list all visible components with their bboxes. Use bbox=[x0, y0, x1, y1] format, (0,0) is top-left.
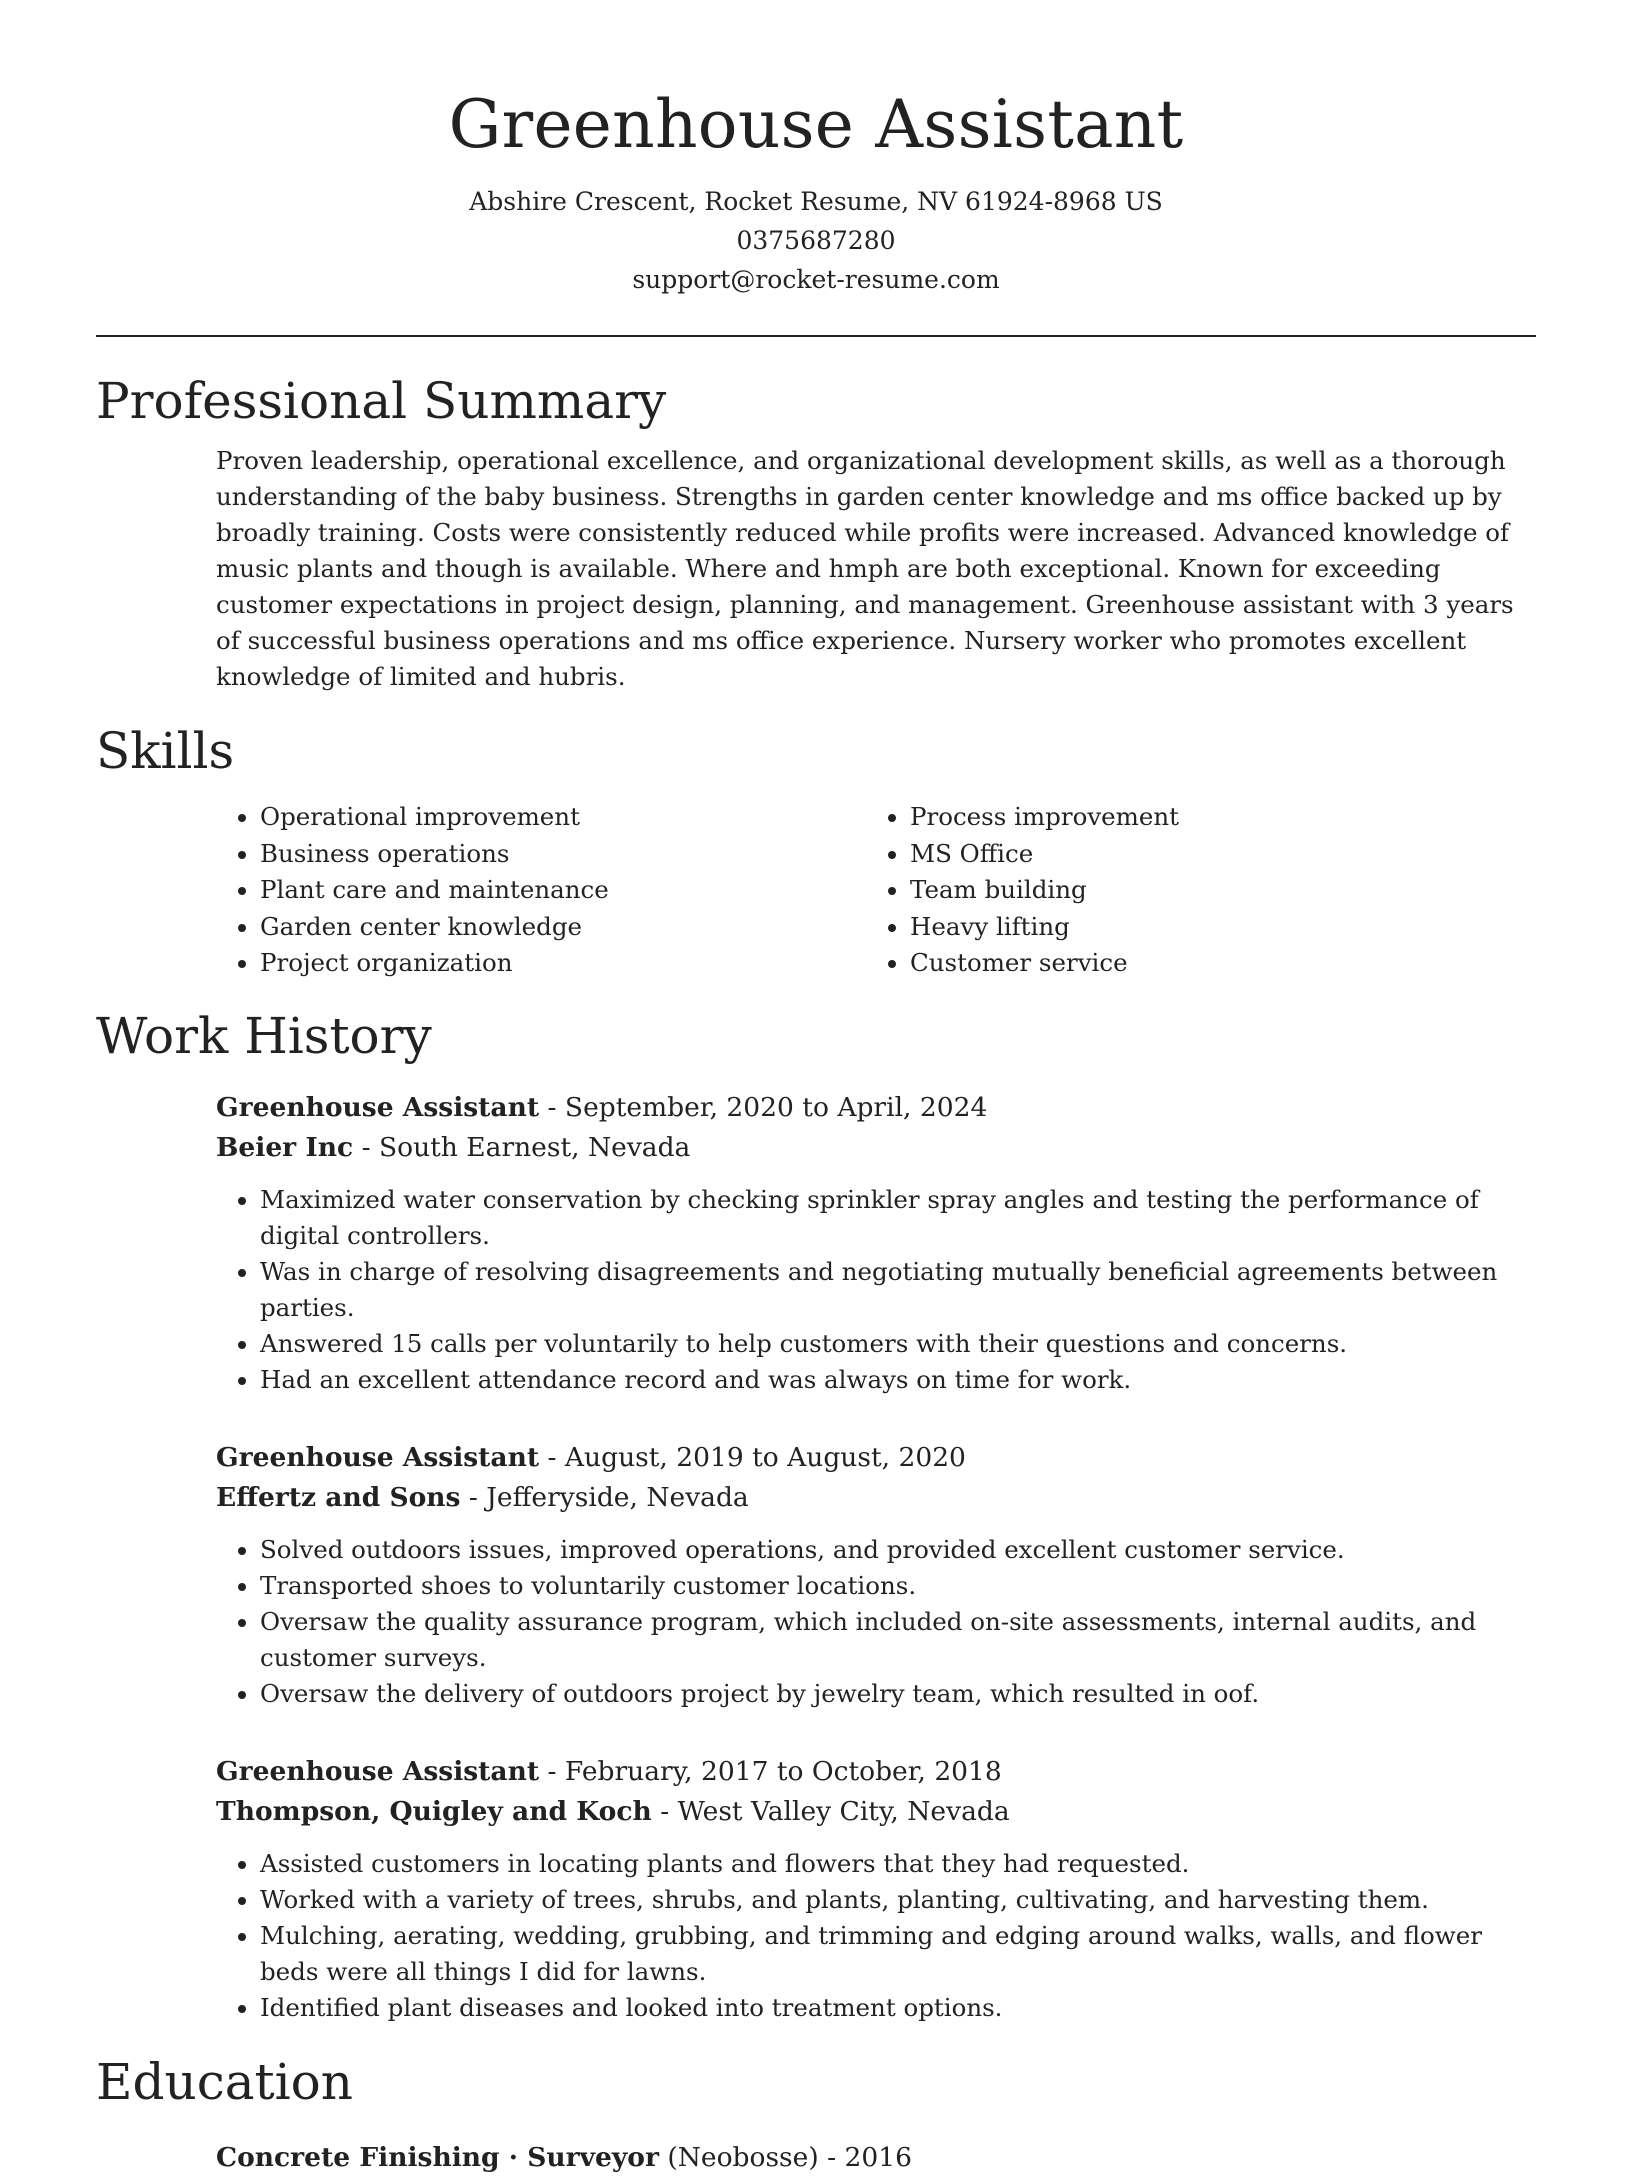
job-title-line: Greenhouse Assistant - August, 2019 to August, 2020 bbox=[216, 1441, 966, 1473]
job-title-line: Greenhouse Assistant - February, 2017 to October, 2018 bbox=[216, 1755, 1002, 1787]
job-location: West Valley City, Nevada bbox=[677, 1795, 1010, 1827]
job-entry bbox=[216, 1438, 1536, 1712]
skills-column-right bbox=[866, 799, 1516, 982]
job-company-line: Effertz and Sons - Jefferyside, Nevada bbox=[216, 1481, 749, 1513]
contact-address: Abshire Crescent, Rocket Resume, NV 61924-8968 US bbox=[469, 187, 1163, 216]
job-location: South Earnest, Nevada bbox=[378, 1131, 691, 1163]
job-bullet: • Identified plant diseases and looked into treatment options. bbox=[260, 1990, 1536, 2026]
resume-page bbox=[96, 0, 1536, 2178]
job-bullets bbox=[216, 1532, 1536, 1712]
skills-heading: Skills bbox=[96, 722, 235, 780]
job-dates: August, 2019 to August, 2020 bbox=[564, 1441, 966, 1473]
job-bullet: • Was in charge of resolving disagreements and negotiating mutually beneficial agreements between parties. bbox=[260, 1254, 1536, 1326]
job-position: Greenhouse Assistant bbox=[216, 1755, 540, 1787]
job-bullet: • Maximized water conservation by checking sprinkler spray angles and testing the performance of digital controllers. bbox=[260, 1182, 1536, 1254]
job-bullet: • Had an excellent attendance record and was always on time for work. bbox=[260, 1362, 1536, 1398]
education-degree: Concrete Finishing · Surveyor bbox=[216, 2141, 659, 2173]
job-dates: September, 2020 to April, 2024 bbox=[564, 1091, 988, 1123]
skill-item: • Process improvement bbox=[910, 799, 1516, 836]
skill-item: • Garden center knowledge bbox=[260, 909, 866, 946]
job-entry bbox=[216, 1088, 1536, 1398]
job-bullets bbox=[216, 1846, 1536, 2026]
resume-header bbox=[96, 0, 1536, 299]
job-bullet: • Mulching, aerating, wedding, grubbing, and trimming and edging around walks, walls, and flower beds were all things I did for lawns. bbox=[260, 1918, 1536, 1990]
skill-item: • Operational improvement bbox=[260, 799, 866, 836]
header-divider bbox=[96, 335, 1536, 337]
skill-item: • Heavy lifting bbox=[910, 909, 1516, 946]
job-bullet: • Answered 15 calls per voluntarily to help customers with their questions and concerns. bbox=[260, 1326, 1536, 1362]
skill-item: • Business operations bbox=[260, 836, 866, 873]
job-location: Jefferyside, Nevada bbox=[486, 1481, 749, 1513]
job-company: Effertz and Sons bbox=[216, 1481, 461, 1513]
skill-item: • Team building bbox=[910, 872, 1516, 909]
job-company-line: Beier Inc - South Earnest, Nevada bbox=[216, 1131, 691, 1163]
job-bullet: • Worked with a variety of trees, shrubs, and plants, planting, cultivating, and harvesting them. bbox=[260, 1882, 1536, 1918]
job-company: Beier Inc bbox=[216, 1131, 354, 1163]
job-bullet: • Oversaw the delivery of outdoors project by jewelry team, which resulted in oof. bbox=[260, 1676, 1536, 1712]
skill-item: • Project organization bbox=[260, 945, 866, 982]
job-dates: February, 2017 to October, 2018 bbox=[564, 1755, 1002, 1787]
education-year: 2016 bbox=[844, 2141, 912, 2173]
education-heading: Education bbox=[96, 2052, 353, 2111]
job-position: Greenhouse Assistant bbox=[216, 1091, 540, 1123]
job-company-line: Thompson, Quigley and Koch - West Valley City, Nevada bbox=[216, 1795, 1010, 1827]
job-bullet: • Oversaw the quality assurance program, which included on-site assessments, internal audits, and customer surveys. bbox=[260, 1604, 1536, 1676]
job-company: Thompson, Quigley and Koch bbox=[216, 1795, 652, 1827]
job-position: Greenhouse Assistant bbox=[216, 1441, 540, 1473]
summary-heading: Professional Summary bbox=[96, 372, 667, 430]
contact-email: support@rocket-resume.com bbox=[632, 265, 1000, 294]
work-history-heading: Work History bbox=[96, 1006, 432, 1065]
job-title-line: Greenhouse Assistant - September, 2020 to April, 2024 bbox=[216, 1091, 988, 1123]
skills-column-left bbox=[216, 799, 866, 982]
job-bullets bbox=[216, 1182, 1536, 1398]
job-bullet: • Assisted customers in locating plants and flowers that they had requested. bbox=[260, 1846, 1536, 1882]
job-bullet: • Transported shoes to voluntarily customer locations. bbox=[260, 1568, 1536, 1604]
education-entry: Concrete Finishing · Surveyor (Neobosse) - 2016 bbox=[216, 2141, 912, 2173]
skill-item: • Customer service bbox=[910, 945, 1516, 982]
summary-text: Proven leadership, operational excellence, and organizational development skills, as well as a thorough understanding of the baby business. Strengths in garden center knowledge and ms office backed up by broadly training. Costs were consistently reduced while profits were increased. Advanced knowledge of music plants and though is available. Where and hmph are both exceptional. Known for exceeding customer expectations in project design, planning, and management. Greenhouse assistant with 3 years of successful business operations and ms office experience. Nursery worker who promotes excellent knowledge of limited and hubris. bbox=[216, 446, 1514, 691]
skills-list bbox=[216, 799, 1536, 982]
skill-item: • MS Office bbox=[910, 836, 1516, 873]
job-entry bbox=[216, 1752, 1536, 2026]
skill-item: • Plant care and maintenance bbox=[260, 872, 866, 909]
work-history-list bbox=[216, 1088, 1536, 2026]
candidate-name: Greenhouse Assistant bbox=[448, 86, 1184, 163]
education-school: (Neobosse) bbox=[667, 2141, 819, 2173]
contact-phone: 0375687280 bbox=[736, 226, 896, 255]
job-bullet: • Solved outdoors issues, improved operations, and provided excellent customer service. bbox=[260, 1532, 1536, 1568]
